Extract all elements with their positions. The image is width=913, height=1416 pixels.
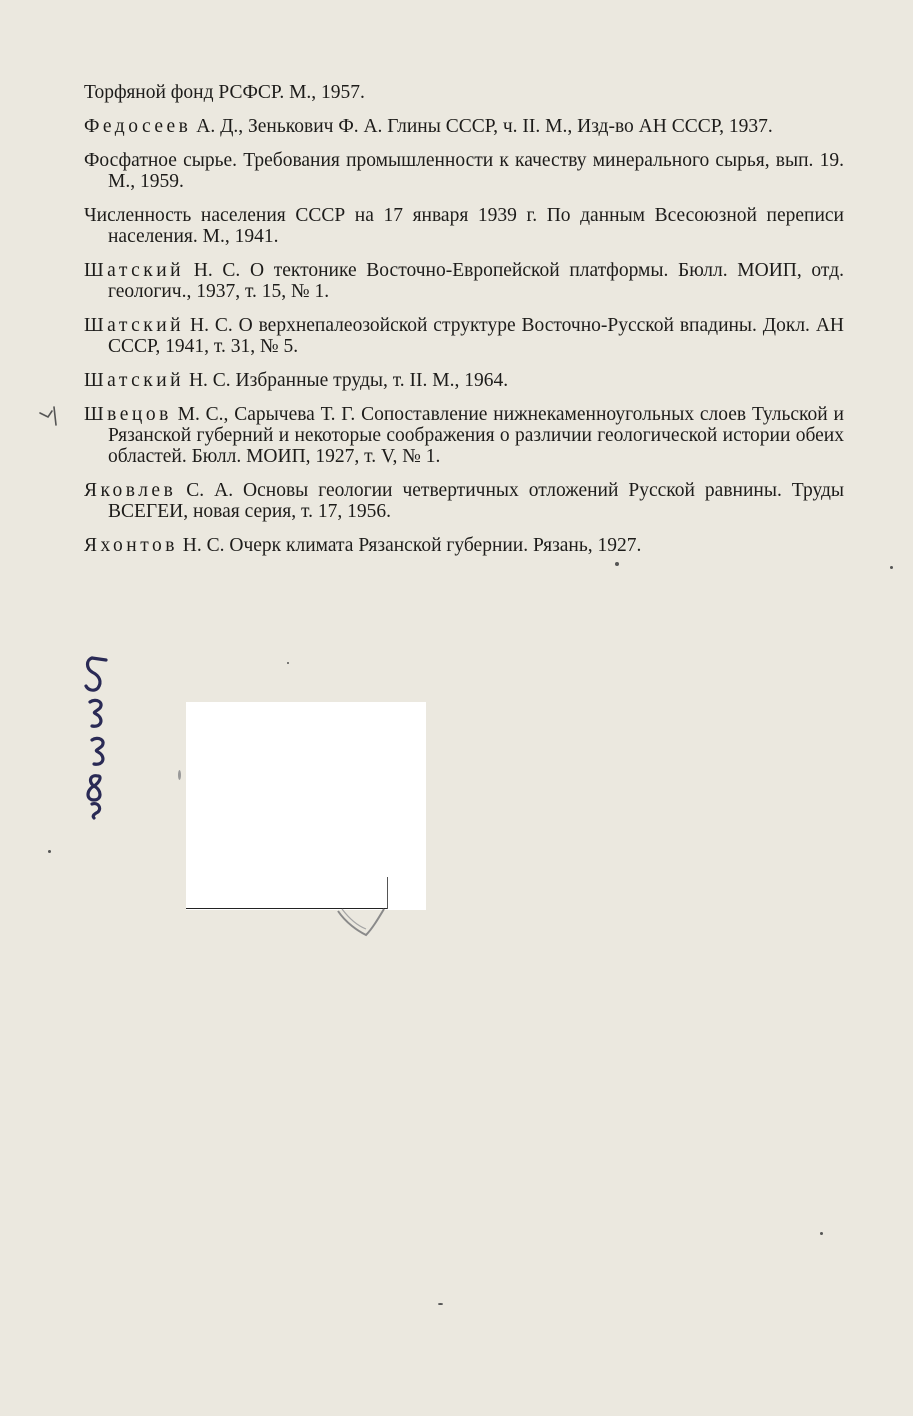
entry-author: Шатский — [84, 260, 185, 281]
page-speck — [820, 1232, 823, 1235]
entry-text: Н. С. Избранные труды, т. II. М., 1964. — [184, 370, 509, 391]
bibliography-entry — [84, 82, 844, 103]
entry-text: Фосфатное сырье. Требования промышленности к качеству минерального сырья, вып. 19. М., 1959. — [84, 150, 844, 192]
entry-text: С. А. Основы геологии четвертичных отложений Русской равнины. Труды ВСЕГЕИ, новая серия, т. 17, 1956. — [108, 480, 844, 522]
bibliography-entry — [84, 404, 844, 467]
page-speck — [178, 770, 181, 780]
stamp-notch-line — [387, 877, 388, 909]
entry-text: Н. С. О верхнепалеозойской структуре Восточно-Русской впадины. Докл. АН СССР, 1941, т. 31, № 5. — [108, 315, 844, 357]
entry-author: Яковлев — [84, 480, 177, 501]
entry-author: Швецов — [84, 404, 172, 425]
margin-check-mark — [36, 403, 66, 429]
bibliography-entry — [84, 205, 844, 247]
entry-author: Яхонтов — [84, 535, 178, 556]
handwritten-inventory-number — [62, 650, 142, 820]
bibliography-entry — [84, 370, 844, 391]
page-speck — [48, 850, 51, 853]
bibliography-entry — [84, 315, 844, 357]
stamp-curve-mark — [336, 905, 386, 940]
entry-text: Численность населения СССР на 17 января 1939 г. По данным Всесоюзной переписи населения. М., 1941. — [84, 205, 844, 247]
entry-text: Торфяной фонд РСФСР. М., 1957. — [84, 82, 365, 103]
page-speck — [438, 1303, 443, 1305]
entry-author: Шатский — [84, 315, 185, 336]
entry-text: Н. С. О тектонике Восточно-Европейской платформы. Бюлл. МОИП, отд. геологич., 1937, т. 15, № 1. — [108, 260, 844, 302]
entry-author: Федосеев — [84, 116, 192, 137]
page-speck — [890, 566, 893, 569]
entry-text: М. С., Сарычева Т. Г. Сопоставление нижнекаменноугольных слоев Тульской и Рязанской губерний и некоторые соображения о различии геологической истории обеих областей. Бюлл. МОИП, 1927, т. V, № 1. — [108, 404, 844, 467]
page-speck — [287, 662, 289, 664]
bibliography-entry — [84, 480, 844, 522]
bibliography-list — [84, 82, 844, 569]
bibliography-entry — [84, 535, 844, 556]
bibliography-entry — [84, 150, 844, 192]
page-speck — [615, 562, 619, 566]
bibliography-entry — [84, 116, 844, 137]
stamp-blank-area — [186, 702, 426, 910]
entry-author: Шатский — [84, 370, 185, 391]
entry-text: Н. С. Очерк климата Рязанской губернии. Рязань, 1927. — [177, 535, 642, 556]
bibliography-entry — [84, 260, 844, 302]
entry-text: А. Д., Зенькович Ф. А. Глины СССР, ч. II. М., Изд-во АН СССР, 1937. — [191, 116, 773, 137]
